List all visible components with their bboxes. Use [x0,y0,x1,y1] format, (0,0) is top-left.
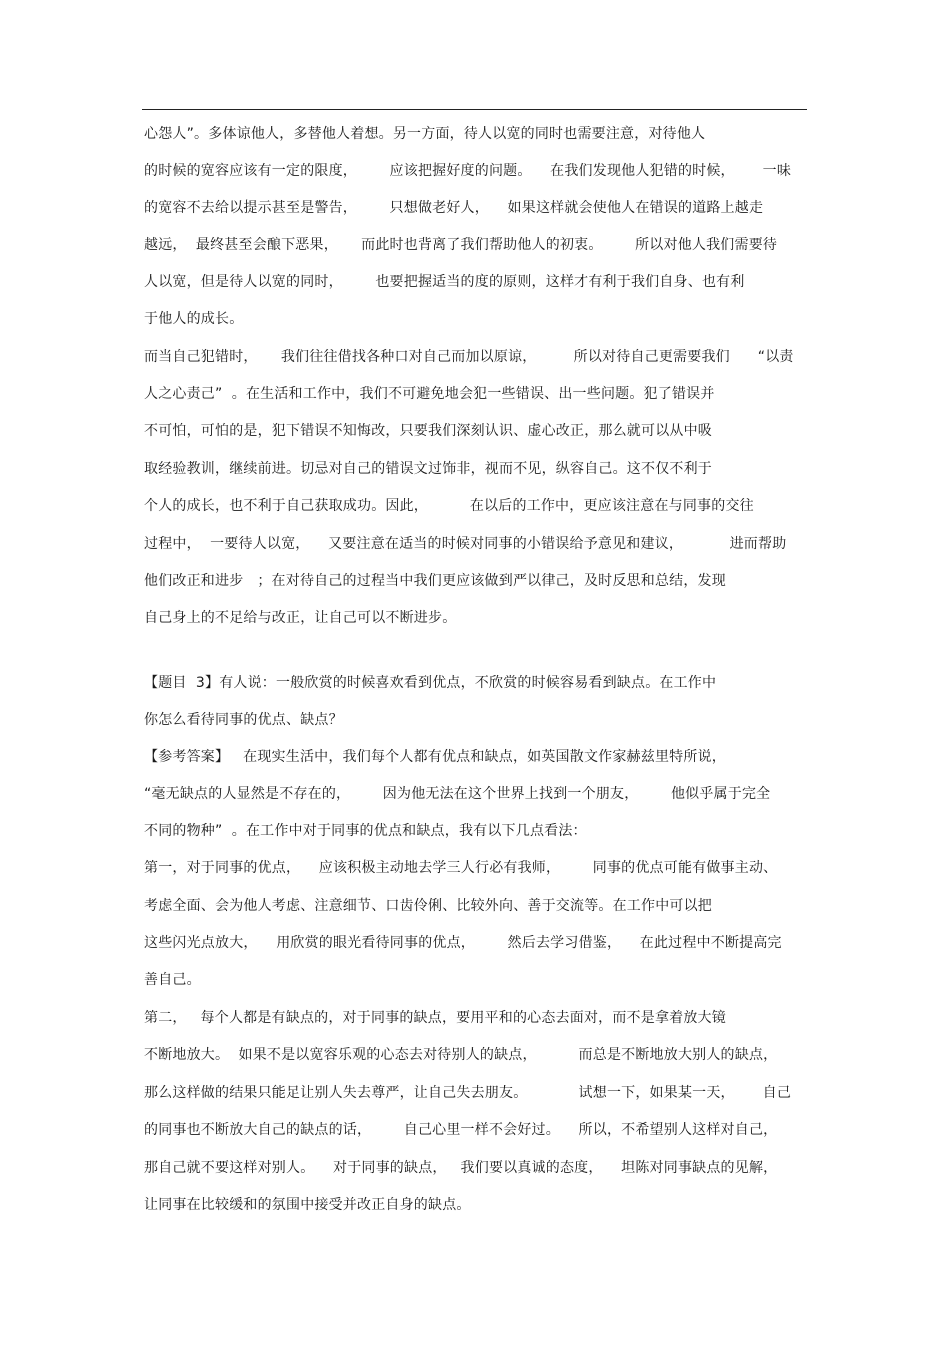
text-line: 的宽容不去给以提示甚至是警告， 只想做老好人， 如果这样就会使他人在错误的道路上越走 [144,200,764,216]
text-line: 那么这样做的结果只能足让别人失去尊严，让自己失去朋友。 试想一下，如果某一天， 自己 [144,1085,792,1101]
text-line: 的同事也不断放大自己的缺点的话， 自己心里一样不会好过。 所以，不希望别人这样对自己， [144,1122,778,1138]
text-line: 取经验教训，继续前进。切忌对自己的错误文过饰非，视而不见，纵容自己。这不仅不利于 [144,461,712,477]
text-line: 你怎么看待同事的优点、缺点？ [144,712,343,728]
text-line: 人以宽，但是待人以宽的同时， 也要把握适当的度的原则，这样才有利于我们自身、也有利 [144,274,745,290]
text-line: 这些闪光点放大， 用欣赏的眼光看待同事的优点， 然后去学习借鉴， 在此过程中不断提高完 [144,935,782,951]
text-line: 人之心责己” 。在生活和工作中，我们不可避免地会犯一些错误、出一些问题。犯了错误并 [144,386,715,402]
text-line: 善自己。 [144,972,201,988]
text-line: 不同的物种” 。在工作中对于同事的优点和缺点，我有以下几点看法： [144,823,587,839]
text-line: 越远， 最终甚至会酿下恶果， 而此时也背离了我们帮助他人的初衷。 所以对他人我们需要待 [144,237,778,253]
text-line: 而当自己犯错时， 我们往往借找各种口对自己而加以原谅， 所以对待自己更需要我们 “以责 [144,349,794,365]
header-rule [142,109,807,110]
text-line: 不断地放大。 如果不是以宽容乐观的心态去对待别人的缺点， 而总是不断地放大别人的缺点， [144,1047,778,1063]
text-line: “毫无缺点的人显然是不存在的， 因为他无法在这个世界上找到一个朋友， 他似乎属于完全 [144,786,771,802]
text-line: 自己身上的不足给与改正，让自己可以不断进步。 [144,610,457,626]
question-heading: 【题目 3】有人说：一般欣赏的时候喜欢看到优点，不欣赏的时候容易看到缺点。在工作中 [144,675,717,691]
text-line: 他们改正和进步 ；在对待自己的过程当中我们更应该做到严以律己，及时反思和总结，发现 [144,573,726,589]
text-line: 的时候的宽容应该有一定的限度， 应该把握好度的问题。 在我们发现他人犯错的时候， 一味 [144,163,792,179]
text-line: 第一，对于同事的优点， 应该积极主动地去学三人行必有我师， 同事的优点可能有做事主动、 [144,860,778,876]
text-line: 过程中， 一要待人以宽， 又要注意在适当的时候对同事的小错误给予意见和建议， 进而帮助 [144,536,787,552]
text-line: 第二， 每个人都是有缺点的，对于同事的缺点，要用平和的心态去面对，而不是拿着放大镜 [144,1010,726,1026]
text-line: 考虑全面、会为他人考虑、注意细节、口齿伶俐、比较外向、善于交流等。在工作中可以把 [144,898,712,914]
text-line: 于他人的成长。 [144,311,244,327]
text-line: 让同事在比较缓和的氛围中接受并改正自身的缺点。 [144,1197,471,1213]
text-line: 那自己就不要这样对别人。 对于同事的缺点， 我们要以真诚的态度， 坦陈对同事缺点的见解， [144,1160,778,1176]
text-line: 个人的成长，也不利于自己获取成功。因此， 在以后的工作中，更应该注意在与同事的交往 [144,498,754,514]
text-line: 不可怕，可怕的是，犯下错误不知悔改，只要我们深刻认识、虚心改正，那么就可以从中吸 [144,423,712,439]
answer-heading: 【参考答案】 在现实生活中，我们每个人都有优点和缺点，如英国散文作家赫兹里特所说， [144,749,726,765]
text-line: 心怨人”。多体谅他人，多替他人着想。另一方面，待人以宽的同时也需要注意，对待他人 [144,126,706,142]
